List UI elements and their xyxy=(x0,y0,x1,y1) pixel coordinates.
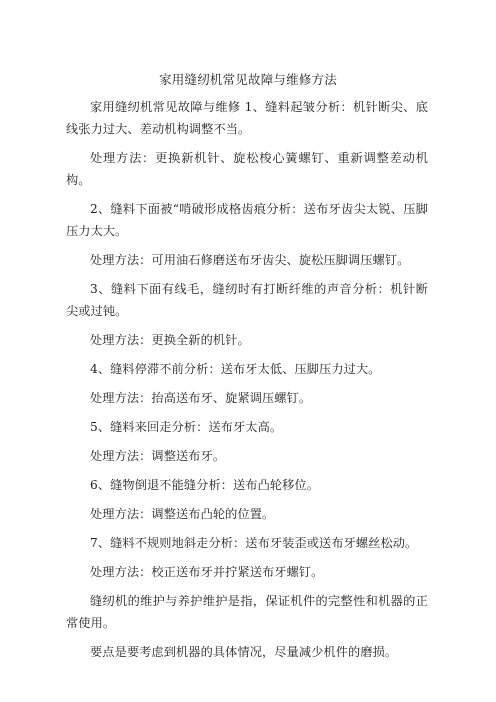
paragraph: 5、缝料来回走分析：送布牙太高。 xyxy=(90,420,283,434)
paragraph: 7、缝料不规则地斜走分析：送布牙装歪或送布牙螺丝松动。 xyxy=(90,536,418,550)
paragraph: 处理方法：更换新机针、旋松梭心簧螺钉、重新调整差动机构。 xyxy=(66,151,428,187)
paragraph: 处理方法：抬高送布牙、旋紧调压螺钉。 xyxy=(90,391,312,405)
document-body xyxy=(66,96,428,670)
paragraph: 2、缝料下面被“啃破形成格齿痕分析：送布牙齿尖太锐、压脚压力太大。 xyxy=(66,202,428,238)
paragraph: 要点是要考虑到机器的具体情况，尽量减少机件的磨损。 xyxy=(90,645,398,659)
paragraph: 处理方法：更换全新的机针。 xyxy=(90,333,250,347)
paragraph: 3、缝料下面有线毛，缝纫时有打断纤维的声音分析：机针断尖或过钝。 xyxy=(66,282,428,318)
paragraph: 缝纫机的维护与养护维护是指，保证机件的完整性和机器的正常使用。 xyxy=(66,594,428,630)
paragraph: 处理方法：可用油石修磨送布牙齿尖、旋松压脚调压螺钉。 xyxy=(90,253,410,267)
paragraph: 处理方法：校正送布牙并拧紧送布牙螺钉。 xyxy=(90,565,324,579)
paragraph: 处理方法：调整送布牙。 xyxy=(90,449,226,463)
paragraph: 4、缝料停滞不前分析：送布牙太低、压脚压力过大。 xyxy=(90,362,381,376)
paragraph: 处理方法：调整送布凸轮的位置。 xyxy=(90,507,275,521)
document-title: 家用缝纫机常见故障与维修方法 xyxy=(159,72,337,87)
paragraph: 6、缝物倒退不能缝分析：送布凸轮移位。 xyxy=(90,478,320,492)
paragraph: 家用缝纫机常见故障与维修 1、缝料起皱分析：机针断尖、底线张力过大、差动机构调整不当。 xyxy=(66,100,428,136)
